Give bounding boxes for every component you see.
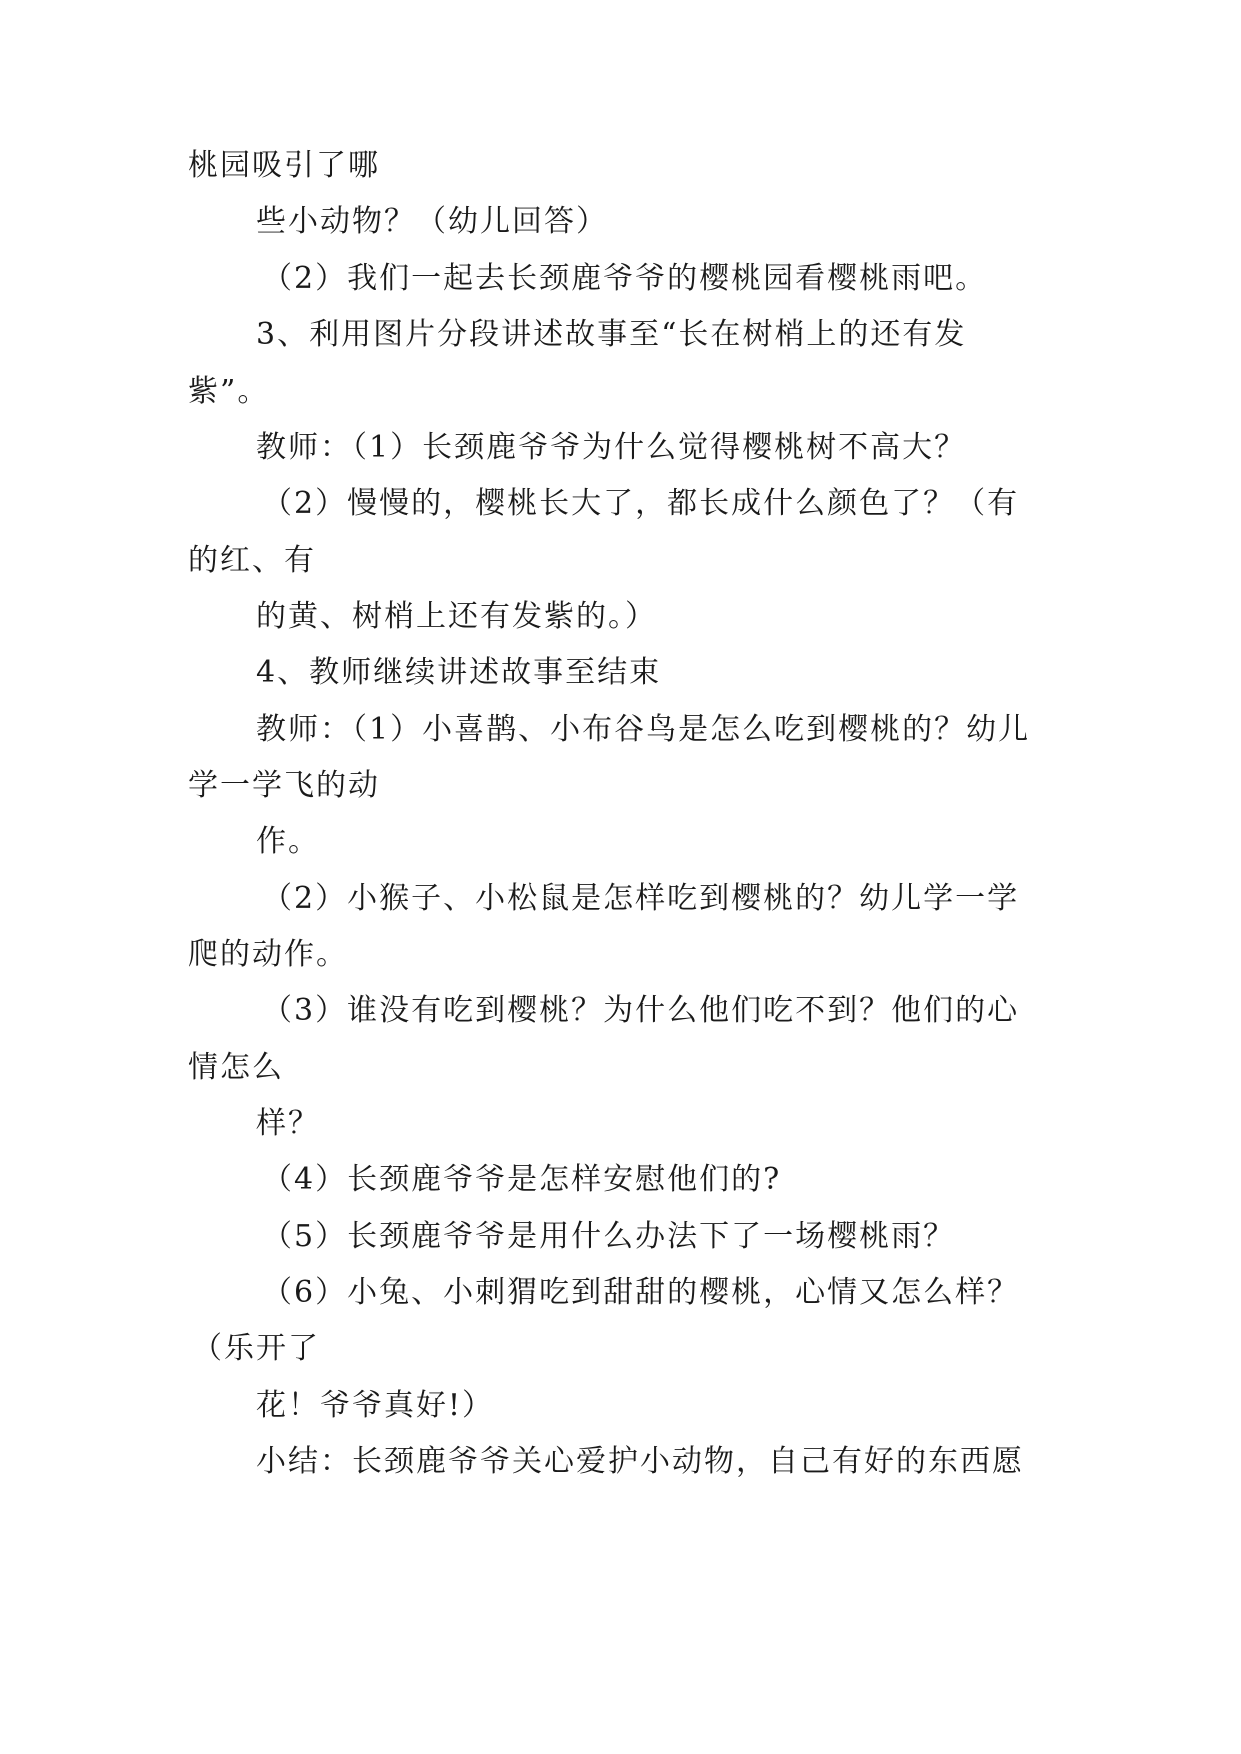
text-line: （6）小兔、小刺猬吃到甜甜的樱桃，心情又怎么样？ — [262, 1275, 1020, 1310]
text-line: 教师：（1）小喜鹊、小布谷鸟是怎么吃到樱桃的？幼儿 — [256, 712, 1031, 747]
text-line: 小结：长颈鹿爷爷关心爱护小动物，自己有好的东西愿 — [256, 1444, 1024, 1479]
text-line: （5）长颈鹿爷爷是用什么办法下了一场樱桃雨？ — [262, 1219, 956, 1254]
text-line: 花！爷爷真好!） — [256, 1388, 495, 1423]
text-line: （4）长颈鹿爷爷是怎样安慰他们的? — [262, 1162, 782, 1197]
text-line: 作。 — [256, 824, 320, 859]
text-line: （2）我们一起去长颈鹿爷爷的樱桃园看樱桃雨吧。 — [262, 261, 988, 296]
text-line: （2）慢慢的，樱桃长大了，都长成什么颜色了？（有 — [262, 486, 1020, 521]
text-line: 学一学飞的动 — [188, 768, 380, 803]
text-line: 情怎么 — [188, 1050, 284, 1085]
text-line: 的红、有 — [188, 543, 316, 578]
text-line: 样？ — [256, 1106, 320, 1141]
text-line: 3、利用图片分段讲述故事至“长在树梢上的还有发 — [256, 317, 967, 352]
text-line: 紫”。 — [188, 374, 270, 409]
text-line: 4、教师继续讲述故事至结束 — [256, 655, 662, 690]
text-line: 的黄、树梢上还有发紫的。） — [256, 599, 657, 634]
text-line: （乐开了 — [192, 1331, 320, 1366]
text-line: 爬的动作。 — [188, 937, 348, 972]
text-line: （2）小猴子、小松鼠是怎样吃到樱桃的？幼儿学一学 — [262, 881, 1020, 916]
text-line: 些小动物？（幼儿回答） — [256, 204, 608, 239]
text-line: 桃园吸引了哪 — [188, 148, 380, 183]
text-line: 教师：（1）长颈鹿爷爷为什么觉得樱桃树不高大？ — [256, 430, 967, 465]
text-line: （3）谁没有吃到樱桃？为什么他们吃不到？他们的心 — [262, 993, 1020, 1028]
